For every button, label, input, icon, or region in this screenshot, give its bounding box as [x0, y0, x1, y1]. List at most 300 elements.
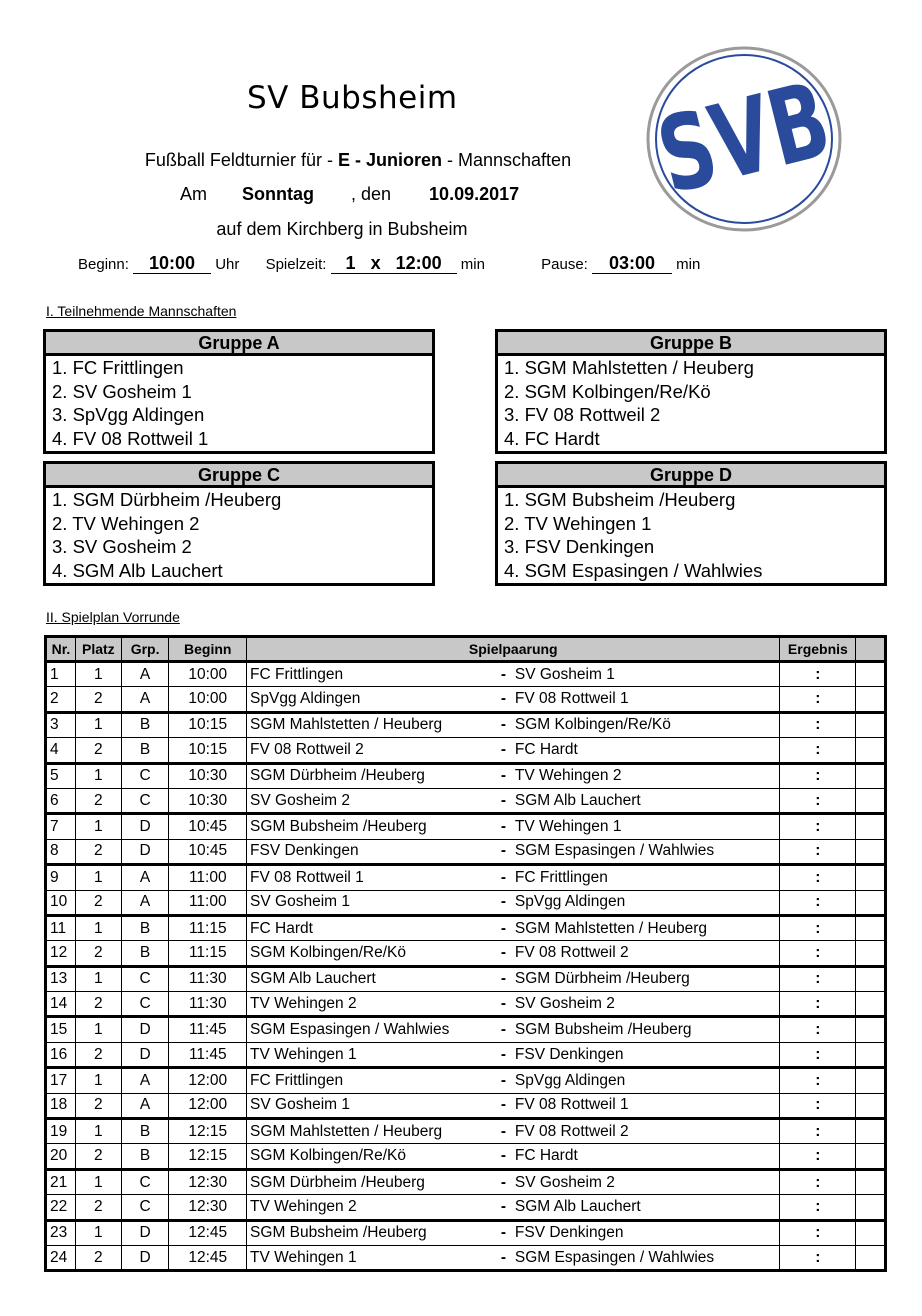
cell-empty	[856, 1169, 886, 1194]
tournament-category: E - Junioren	[337, 150, 442, 170]
group-a-team: 3. SpVgg Aldingen	[52, 404, 205, 426]
table-row	[46, 966, 886, 991]
group-d	[495, 461, 887, 586]
cell-grp: C	[121, 966, 169, 991]
match-dash: -	[500, 665, 507, 683]
away-team-name: TV Wehingen 2	[514, 767, 622, 785]
cell-away-team	[498, 1093, 780, 1118]
cell-grp: D	[121, 1042, 169, 1067]
cell-home-team: FSV Denkingen	[247, 839, 498, 864]
cell-away-team	[498, 890, 780, 915]
cell-nr: 21	[46, 1169, 76, 1194]
group-b-team: 4. FC Hardt	[504, 428, 600, 450]
cell-nr: 11	[46, 915, 76, 940]
cell-beginn: 11:45	[169, 1017, 247, 1042]
page-title: SV Bubsheim	[247, 80, 458, 116]
result-field[interactable]	[780, 865, 856, 890]
table-row	[46, 941, 886, 966]
result-field[interactable]	[780, 1245, 856, 1270]
cell-platz: 2	[75, 1245, 121, 1270]
away-team-name: FSV Denkingen	[514, 1045, 624, 1063]
cell-empty	[856, 763, 886, 788]
table-row	[46, 712, 886, 737]
cell-home-team: SpVgg Aldingen	[247, 687, 498, 712]
cell-away-team	[498, 1017, 780, 1042]
match-dash: -	[500, 1122, 507, 1140]
cell-nr: 23	[46, 1220, 76, 1245]
cell-platz: 1	[75, 763, 121, 788]
result-colon: :	[815, 842, 821, 860]
cell-grp: A	[121, 890, 169, 915]
match-dash: -	[500, 868, 507, 886]
result-colon: :	[815, 919, 821, 937]
cell-away-team	[498, 1042, 780, 1067]
cell-away-team	[498, 712, 780, 737]
match-dash: -	[500, 1096, 507, 1114]
cell-empty	[856, 915, 886, 940]
spielzeit-label: Spielzeit:	[265, 256, 327, 273]
cell-away-team	[498, 992, 780, 1017]
cell-home-team: TV Wehingen 2	[247, 1195, 498, 1220]
cell-away-team	[498, 966, 780, 991]
cell-empty	[856, 1195, 886, 1220]
cell-platz: 2	[75, 890, 121, 915]
group-c-team: 3. SV Gosheim 2	[52, 536, 192, 558]
cell-beginn: 10:15	[169, 712, 247, 737]
cell-grp: C	[121, 1169, 169, 1194]
result-field[interactable]	[780, 712, 856, 737]
col-empty	[856, 637, 886, 662]
cell-home-team: TV Wehingen 1	[247, 1245, 498, 1270]
cell-beginn: 12:00	[169, 1093, 247, 1118]
group-a-team: 1. FC Frittlingen	[52, 357, 184, 378]
cell-platz: 2	[75, 992, 121, 1017]
day-value: Sonntag	[242, 184, 315, 204]
cell-nr: 7	[46, 814, 76, 839]
cell-away-team	[498, 814, 780, 839]
result-colon: :	[815, 1147, 821, 1165]
cell-nr: 4	[46, 738, 76, 763]
result-field[interactable]	[780, 1093, 856, 1118]
cell-platz: 2	[75, 941, 121, 966]
cell-home-team: SGM Alb Lauchert	[247, 966, 498, 991]
cell-grp: A	[121, 1093, 169, 1118]
cell-empty	[856, 1220, 886, 1245]
result-field[interactable]	[780, 839, 856, 864]
result-field[interactable]	[780, 966, 856, 991]
cell-beginn: 12:15	[169, 1144, 247, 1169]
cell-nr: 22	[46, 1195, 76, 1220]
away-team-name: SGM Espasingen / Wahlwies	[514, 842, 715, 860]
col-ergebnis: Ergebnis	[780, 637, 856, 662]
table-row	[46, 839, 886, 864]
result-field[interactable]	[780, 1068, 856, 1093]
cell-away-team	[498, 687, 780, 712]
cell-empty	[856, 1017, 886, 1042]
result-colon: :	[815, 716, 821, 734]
result-colon: :	[815, 690, 821, 708]
match-dash: -	[500, 1071, 507, 1089]
spielzeit-field	[331, 253, 457, 274]
cell-platz: 2	[75, 687, 121, 712]
cell-grp: B	[121, 1144, 169, 1169]
cell-away-team	[498, 1068, 780, 1093]
cell-platz: 1	[75, 966, 121, 991]
away-team-name: SGM Bubsheim /Heuberg	[514, 1021, 692, 1039]
cell-grp: A	[121, 1068, 169, 1093]
col-nr: Nr.	[46, 637, 76, 662]
cell-home-team: SV Gosheim 2	[247, 788, 498, 813]
cell-grp: B	[121, 941, 169, 966]
match-dash: -	[500, 690, 507, 708]
away-team-name: FC Hardt	[514, 1147, 578, 1165]
result-colon: :	[815, 1045, 821, 1063]
svg-text:SVB: SVB	[646, 42, 904, 218]
cell-nr: 20	[46, 1144, 76, 1169]
cell-nr: 5	[46, 763, 76, 788]
result-colon: :	[815, 1224, 821, 1242]
away-team-name: FC Hardt	[514, 740, 578, 758]
group-a-team: 2. SV Gosheim 1	[52, 380, 192, 402]
cell-away-team	[498, 865, 780, 890]
away-team-name: FV 08 Rottweil 1	[514, 1096, 629, 1114]
group-c-team: 1. SGM Dürbheim /Heuberg	[52, 489, 282, 510]
cell-platz: 1	[75, 915, 121, 940]
cell-beginn: 11:30	[169, 992, 247, 1017]
spielzeit-x: x	[370, 253, 381, 273]
table-row	[46, 865, 886, 890]
cell-home-team: FC Frittlingen	[247, 1068, 498, 1093]
group-a-team: 4. FV 08 Rottweil 1	[52, 428, 209, 450]
result-field[interactable]	[780, 763, 856, 788]
cell-grp: D	[121, 1245, 169, 1270]
min-label-2: min	[676, 256, 701, 273]
table-row	[46, 1245, 886, 1270]
col-spielpaarung: Spielpaarung	[247, 637, 780, 662]
cell-platz: 2	[75, 1042, 121, 1067]
cell-empty	[856, 839, 886, 864]
cell-empty	[856, 890, 886, 915]
group-b	[495, 329, 887, 454]
group-c-title: Gruppe C	[46, 464, 432, 488]
result-field[interactable]	[780, 941, 856, 966]
cell-nr: 10	[46, 890, 76, 915]
match-dash: -	[500, 1173, 507, 1191]
away-team-name: SGM Dürbheim /Heuberg	[514, 970, 690, 988]
cell-beginn: 12:15	[169, 1119, 247, 1144]
away-team-name: SGM Espasingen / Wahlwies	[514, 1248, 715, 1266]
cell-grp: C	[121, 763, 169, 788]
away-team-name: SpVgg Aldingen	[514, 1071, 626, 1089]
cell-platz: 1	[75, 1068, 121, 1093]
result-field[interactable]	[780, 738, 856, 763]
cell-empty	[856, 1245, 886, 1270]
match-dash: -	[500, 1197, 507, 1215]
group-a-title: Gruppe A	[46, 332, 432, 356]
cell-platz: 1	[75, 662, 121, 687]
result-colon: :	[815, 1071, 821, 1089]
cell-away-team	[498, 1220, 780, 1245]
cell-nr: 9	[46, 865, 76, 890]
table-row	[46, 1144, 886, 1169]
result-colon: :	[815, 791, 821, 809]
table-row	[46, 763, 886, 788]
group-c	[43, 461, 435, 586]
times-line	[78, 253, 700, 274]
table-row	[46, 1220, 886, 1245]
cell-platz: 1	[75, 1169, 121, 1194]
result-colon: :	[815, 767, 821, 785]
cell-away-team	[498, 662, 780, 687]
cell-platz: 2	[75, 788, 121, 813]
schedule-body	[46, 662, 886, 1271]
result-colon: :	[815, 1021, 821, 1039]
away-team-name: FV 08 Rottweil 2	[514, 943, 629, 961]
result-field[interactable]	[780, 915, 856, 940]
tournament-suffix: - Mannschaften	[447, 150, 572, 170]
cell-grp: B	[121, 738, 169, 763]
pause-label: Pause:	[541, 256, 588, 273]
date-line	[180, 184, 519, 205]
cell-grp: A	[121, 662, 169, 687]
cell-platz: 2	[75, 1093, 121, 1118]
cell-away-team	[498, 1195, 780, 1220]
date-value: 10.09.2017	[429, 184, 520, 204]
spielzeit-value: 12:00	[395, 253, 442, 273]
away-team-name: SpVgg Aldingen	[514, 893, 626, 911]
cell-home-team: FV 08 Rottweil 2	[247, 738, 498, 763]
away-team-name: SV Gosheim 2	[514, 1173, 615, 1191]
table-row	[46, 915, 886, 940]
result-field[interactable]	[780, 814, 856, 839]
cell-away-team	[498, 738, 780, 763]
cell-home-team: TV Wehingen 1	[247, 1042, 498, 1067]
col-beginn: Beginn	[169, 637, 247, 662]
location-line: auf dem Kirchberg in Bubsheim	[216, 219, 468, 239]
tournament-prefix: Fußball Feldturnier für -	[144, 150, 333, 170]
away-team-name: SV Gosheim 2	[514, 994, 615, 1012]
spielzeit-count: 1	[345, 253, 356, 273]
away-team-name: SGM Alb Lauchert	[514, 1197, 641, 1215]
table-row	[46, 1119, 886, 1144]
cell-home-team: SGM Espasingen / Wahlwies	[247, 1017, 498, 1042]
cell-platz: 1	[75, 814, 121, 839]
cell-beginn: 10:00	[169, 662, 247, 687]
cell-beginn: 10:30	[169, 788, 247, 813]
table-row	[46, 1169, 886, 1194]
cell-home-team: FV 08 Rottweil 1	[247, 865, 498, 890]
result-colon: :	[815, 665, 821, 683]
result-field[interactable]	[780, 992, 856, 1017]
match-dash: -	[500, 1045, 507, 1063]
table-row	[46, 738, 886, 763]
result-field[interactable]	[780, 1169, 856, 1194]
cell-empty	[856, 1068, 886, 1093]
cell-grp: A	[121, 687, 169, 712]
table-row	[46, 662, 886, 687]
result-colon: :	[815, 893, 821, 911]
result-field[interactable]	[780, 1017, 856, 1042]
cell-beginn: 12:30	[169, 1169, 247, 1194]
group-b-team: 1. SGM Mahlstetten / Heuberg	[504, 357, 754, 378]
cell-nr: 19	[46, 1119, 76, 1144]
beginn-value: 10:00	[133, 253, 211, 274]
cell-beginn: 12:00	[169, 1068, 247, 1093]
cell-beginn: 10:45	[169, 839, 247, 864]
col-platz: Platz	[75, 637, 121, 662]
cell-platz: 1	[75, 712, 121, 737]
cell-platz: 2	[75, 1144, 121, 1169]
min-label-1: min	[460, 256, 485, 273]
away-team-name: FV 08 Rottweil 2	[514, 1122, 629, 1140]
table-row	[46, 890, 886, 915]
group-d-team: 1. SGM Bubsheim /Heuberg	[504, 489, 736, 510]
result-colon: :	[815, 943, 821, 961]
result-field[interactable]	[780, 662, 856, 687]
cell-home-team: FC Hardt	[247, 915, 498, 940]
cell-away-team	[498, 1169, 780, 1194]
col-grp: Grp.	[121, 637, 169, 662]
cell-away-team	[498, 1119, 780, 1144]
away-team-name: SV Gosheim 1	[514, 665, 615, 683]
cell-beginn: 10:00	[169, 687, 247, 712]
match-dash: -	[500, 1248, 507, 1266]
cell-home-team: SGM Bubsheim /Heuberg	[247, 1220, 498, 1245]
table-row	[46, 1195, 886, 1220]
cell-platz: 2	[75, 738, 121, 763]
away-team-name: FC Frittlingen	[514, 868, 608, 886]
table-row	[46, 1068, 886, 1093]
group-b-title: Gruppe B	[498, 332, 884, 356]
result-colon: :	[815, 1122, 821, 1140]
cell-away-team	[498, 788, 780, 813]
cell-home-team: SGM Mahlstetten / Heuberg	[247, 712, 498, 737]
match-dash: -	[500, 1224, 507, 1242]
table-row	[46, 1017, 886, 1042]
cell-grp: B	[121, 712, 169, 737]
beginn-label: Beginn:	[78, 256, 129, 273]
result-colon: :	[815, 868, 821, 886]
cell-empty	[856, 865, 886, 890]
result-colon: :	[815, 1173, 821, 1191]
table-row	[46, 687, 886, 712]
away-team-name: FSV Denkingen	[514, 1224, 624, 1242]
cell-nr: 6	[46, 788, 76, 813]
table-row	[46, 1093, 886, 1118]
cell-beginn: 10:15	[169, 738, 247, 763]
cell-beginn: 11:15	[169, 915, 247, 940]
group-c-team: 4. SGM Alb Lauchert	[52, 560, 223, 582]
result-colon: :	[815, 1096, 821, 1114]
cell-platz: 1	[75, 1220, 121, 1245]
result-field[interactable]	[780, 1119, 856, 1144]
pause-value: 03:00	[592, 253, 672, 274]
cell-beginn: 11:00	[169, 865, 247, 890]
match-dash: -	[500, 893, 507, 911]
cell-empty	[856, 788, 886, 813]
cell-platz: 1	[75, 1119, 121, 1144]
cell-beginn: 11:00	[169, 890, 247, 915]
match-dash: -	[500, 919, 507, 937]
cell-nr: 16	[46, 1042, 76, 1067]
match-dash: -	[500, 994, 507, 1012]
match-dash: -	[500, 791, 507, 809]
cell-beginn: 12:45	[169, 1245, 247, 1270]
match-dash: -	[500, 716, 507, 734]
cell-beginn: 11:30	[169, 966, 247, 991]
cell-empty	[856, 1093, 886, 1118]
den-label: , den	[351, 184, 392, 204]
result-field[interactable]	[780, 1220, 856, 1245]
cell-empty	[856, 1144, 886, 1169]
cell-beginn: 10:30	[169, 763, 247, 788]
result-field[interactable]	[780, 1042, 856, 1067]
group-b-team: 2. SGM Kolbingen/Re/Kö	[504, 380, 711, 402]
away-team-name: FV 08 Rottweil 1	[514, 690, 629, 708]
group-b-team: 3. FV 08 Rottweil 2	[504, 404, 661, 426]
cell-empty	[856, 738, 886, 763]
cell-nr: 14	[46, 992, 76, 1017]
cell-platz: 2	[75, 1195, 121, 1220]
cell-empty	[856, 814, 886, 839]
result-field[interactable]	[780, 1144, 856, 1169]
cell-empty	[856, 687, 886, 712]
cell-nr: 13	[46, 966, 76, 991]
cell-home-team: SV Gosheim 1	[247, 890, 498, 915]
cell-away-team	[498, 839, 780, 864]
cell-beginn: 11:15	[169, 941, 247, 966]
result-colon: :	[815, 1197, 821, 1215]
result-field[interactable]	[780, 788, 856, 813]
result-colon: :	[815, 970, 821, 988]
result-field[interactable]	[780, 890, 856, 915]
club-logo	[646, 42, 904, 232]
cell-beginn: 11:45	[169, 1042, 247, 1067]
tournament-line	[0, 150, 716, 171]
cell-grp: B	[121, 915, 169, 940]
cell-grp: B	[121, 1119, 169, 1144]
cell-nr: 8	[46, 839, 76, 864]
table-header-row	[46, 637, 886, 662]
cell-empty	[856, 1119, 886, 1144]
cell-empty	[856, 966, 886, 991]
cell-home-team: SGM Mahlstetten / Heuberg	[247, 1119, 498, 1144]
match-dash: -	[500, 970, 507, 988]
result-colon: :	[815, 1248, 821, 1266]
table-row	[46, 992, 886, 1017]
cell-beginn: 10:45	[169, 814, 247, 839]
cell-grp: D	[121, 1017, 169, 1042]
cell-grp: D	[121, 814, 169, 839]
cell-nr: 12	[46, 941, 76, 966]
cell-empty	[856, 1042, 886, 1067]
cell-away-team	[498, 915, 780, 940]
cell-grp: C	[121, 1195, 169, 1220]
cell-home-team: FC Frittlingen	[247, 662, 498, 687]
group-d-team: 2. TV Wehingen 1	[504, 512, 652, 534]
cell-nr: 15	[46, 1017, 76, 1042]
match-dash: -	[500, 1147, 507, 1165]
match-dash: -	[500, 842, 507, 860]
uhr-label: Uhr	[215, 256, 240, 273]
away-team-name: SGM Mahlstetten / Heuberg	[514, 919, 708, 937]
result-field[interactable]	[780, 1195, 856, 1220]
cell-platz: 2	[75, 839, 121, 864]
cell-away-team	[498, 1144, 780, 1169]
cell-away-team	[498, 763, 780, 788]
group-c-team: 2. TV Wehingen 2	[52, 512, 200, 534]
result-field[interactable]	[780, 687, 856, 712]
